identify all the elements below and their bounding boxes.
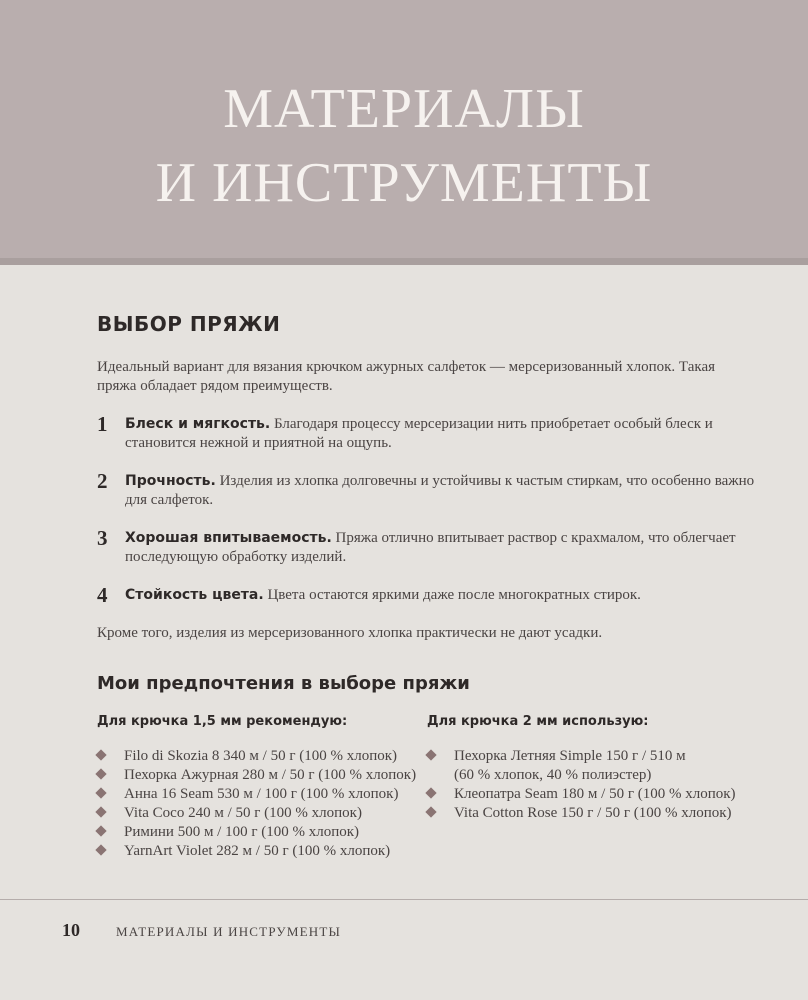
list-item: Vita Coco 240 м / 50 г (100 % хлопок)	[97, 804, 427, 823]
advantage-item	[97, 469, 757, 510]
yarn-list	[97, 747, 427, 861]
section-heading: ВЫБОР ПРЯЖИ	[97, 312, 281, 336]
diamond-bullet-icon	[95, 844, 106, 855]
diamond-bullet-icon	[425, 787, 436, 798]
diamond-bullet-icon	[95, 806, 106, 817]
item-number: 2	[97, 469, 108, 493]
advantage-item	[97, 526, 757, 567]
list-item: Клеопатра Seam 180 м / 50 г (100 % хлопок)	[427, 785, 757, 804]
page-number: 10	[62, 920, 80, 940]
item-number: 4	[97, 583, 108, 607]
column-heading: Для крючка 2 мм использую:	[427, 714, 649, 729]
item-text: Пряжа отлично впитывает раствор с крахмалом, что облегчает последующую обработку изделий.	[125, 530, 736, 565]
item-text: Изделия из хлопка долговечны и устойчивы к частым стиркам, что особенно важно для салфеток.	[125, 473, 755, 508]
preferences-heading: Мои предпочтения в выборе пряжи	[97, 673, 470, 694]
column-heading: Для крючка 1,5 мм рекомендую:	[97, 714, 348, 729]
diamond-bullet-icon	[95, 768, 106, 779]
list-item: YarnArt Violet 282 м / 50 г (100 % хлопок)	[97, 842, 427, 861]
list-item: Vita Cotton Rose 150 г / 50 г (100 % хлопок)	[427, 804, 757, 823]
hook-2-column	[427, 714, 757, 861]
item-title: Стойкость цвета.	[125, 587, 264, 603]
list-item: Анна 16 Seam 530 м / 100 г (100 % хлопок)	[97, 785, 427, 804]
chapter-header-band	[0, 0, 808, 265]
hook-1-5-column	[97, 714, 427, 861]
diamond-bullet-icon	[95, 787, 106, 798]
yarn-list	[427, 747, 757, 823]
list-item: Пехорка Летняя Simple 150 г / 510 м (60 % хлопок, 40 % полиэстер)	[427, 747, 757, 785]
item-number: 3	[97, 526, 108, 550]
closing-paragraph: Кроме того, изделия из мерсеризованного хлопка практически не дают усадки.	[97, 625, 603, 641]
list-item: Filo di Skozia 8 340 м / 50 г (100 % хлопок)	[97, 747, 427, 766]
diamond-bullet-icon	[425, 806, 436, 817]
page-footer	[62, 920, 341, 941]
running-title: МАТЕРИАЛЫ И ИНСТРУМЕНТЫ	[116, 924, 341, 939]
item-text: Благодаря процессу мерсеризации нить приобретает особый блеск и становится нежной и приятной на ощупь.	[125, 416, 713, 451]
intro-paragraph: Идеальный вариант для вязания крючком ажурных салфеток — мерсеризованный хлопок. Такая пряжа обладает рядом преимуществ.	[97, 359, 715, 394]
advantage-item	[97, 583, 757, 607]
chapter-title-line-2: И ИНСТРУМЕНТЫ	[155, 152, 653, 214]
item-number: 1	[97, 412, 108, 436]
list-item: Пехорка Ажурная 280 м / 50 г (100 % хлопок)	[97, 766, 427, 785]
item-title: Прочность.	[125, 473, 216, 489]
yarn-columns	[97, 714, 757, 861]
chapter-title	[0, 72, 808, 220]
item-text: Цвета остаются яркими даже после многократных стирок.	[267, 587, 641, 603]
diamond-bullet-icon	[95, 749, 106, 760]
item-title: Хорошая впитываемость.	[125, 530, 332, 546]
item-title: Блеск и мягкость.	[125, 416, 271, 432]
diamond-bullet-icon	[425, 749, 436, 760]
footer-divider	[0, 899, 808, 900]
page-content	[97, 312, 757, 861]
chapter-title-line-1: МАТЕРИАЛЫ	[223, 78, 585, 140]
diamond-bullet-icon	[95, 825, 106, 836]
list-item: Римини 500 м / 100 г (100 % хлопок)	[97, 823, 427, 842]
advantage-item	[97, 412, 757, 453]
